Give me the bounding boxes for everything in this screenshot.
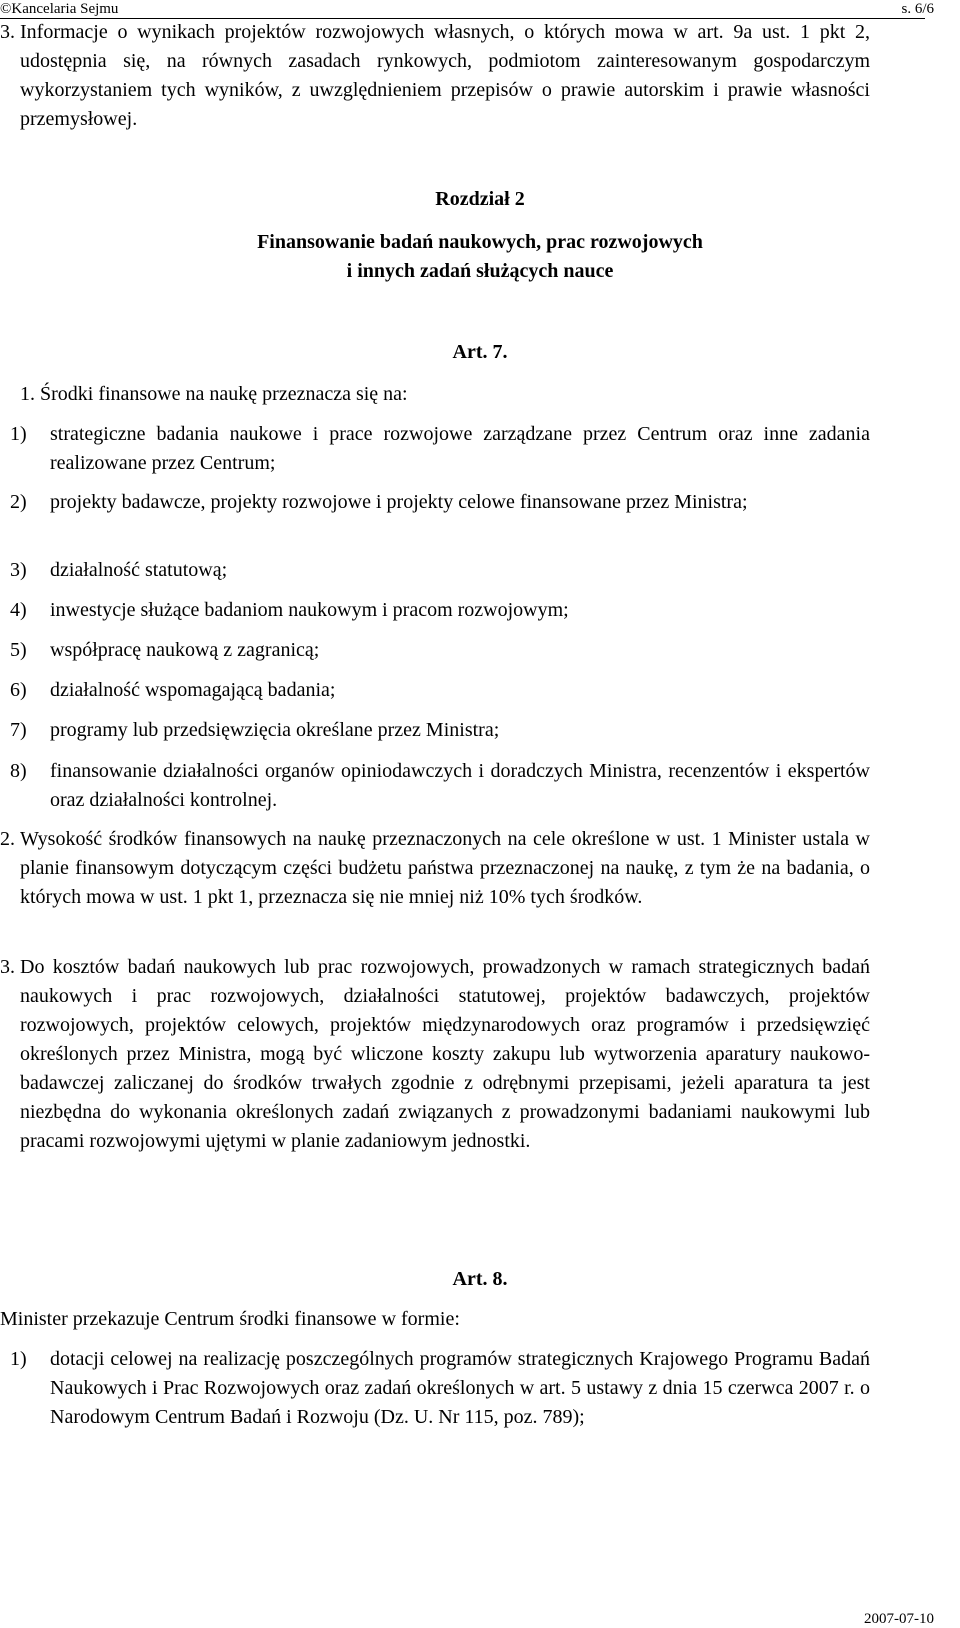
art7-item-1-text: strategiczne badania naukowe i prace rozwojowe zarządzane przez Centrum oraz inne zadania realizowane przez Centrum; — [50, 423, 870, 474]
art7-item-5-text: współpracę naukową z zagranicą; — [50, 639, 320, 661]
art8-item-1-text: dotacji celowej na realizację poszczególnych programów strategicznych Krajowego Programu Badań Naukowych i Prac Rozwojowych oraz zadań określonych w art. 5 ustawy z dnia 15 czerwca 2007 r. o Narodowym Centrum Badań i Rozwoju (Dz. U. Nr 115, poz. 789); — [50, 1348, 870, 1428]
art7-item-3 — [10, 556, 870, 585]
art7-item-7 — [10, 716, 870, 745]
intro-number: 3. — [0, 21, 15, 43]
art7-p2-text: Wysokość środków finansowych na naukę przeznaczonych na cele określone w ust. 1 Minister ustala w planie finansowym dotyczącym części budżetu państwa przeznaczonej na naukę, z tym że na badania, o których mowa w ust. 1 pkt 1, przeznacza się nie mniej niż 10% tych środków. — [20, 828, 870, 908]
chapter-subtitle-line2: i innych zadań służących nauce — [346, 260, 614, 282]
art8-item-1 — [10, 1345, 870, 1432]
art7-item-1 — [10, 420, 870, 478]
art7-item-2-text: projekty badawcze, projekty rozwojowe i projekty celowe finansowane przez Ministra; — [50, 491, 748, 513]
art7-p3 — [0, 953, 870, 1156]
art7-item-7-text: programy lub przedsięwzięcia określane przez Ministra; — [50, 719, 500, 741]
intro-text: Informacje o wynikach projektów rozwojowych własnych, o których mowa w art. 9a ust. 1 pkt 2, udostępnia się, na równych zasadach rynkowych, podmiotom zainteresowanym gospodarczym wykorzystaniem tych wyników, z uwzględnieniem przepisów o prawie autorskim i prawie własności przemysłowej. — [20, 21, 870, 130]
art8-title: Art. 8. — [452, 1268, 508, 1290]
art7-title: Art. 7. — [452, 341, 508, 363]
art8-item-1-num: 1) — [10, 1348, 27, 1370]
header-source: ©Kancelaria Sejmu — [0, 1, 119, 17]
art7-p1: 1. Środki finansowe na naukę przeznacza się na: — [20, 383, 408, 405]
art7-item-7-num: 7) — [10, 719, 27, 741]
art7-item-8 — [10, 757, 870, 815]
art7-item-8-num: 8) — [10, 760, 27, 782]
art7-item-6-num: 6) — [10, 679, 27, 701]
art7-item-3-num: 3) — [10, 559, 27, 581]
chapter-title: Rozdział 2 — [435, 188, 525, 210]
art7-item-6 — [10, 676, 870, 705]
art7-item-4-text: inwestycje służące badaniom naukowym i pracom rozwojowym; — [50, 599, 569, 621]
art7-item-5-num: 5) — [10, 639, 27, 661]
art7-item-4 — [10, 596, 870, 625]
art7-p2-num: 2. — [0, 828, 15, 850]
footer-date: 2007-07-10 — [864, 1611, 934, 1627]
art7-item-2-num: 2) — [10, 491, 27, 513]
art7-item-4-num: 4) — [10, 599, 27, 621]
art7-p2 — [0, 825, 870, 912]
art7-item-8-text: finansowanie działalności organów opiniodawczych i doradczych Ministra, recenzentów i ekspertów oraz działalności kontrolnej. — [50, 760, 870, 811]
header-page-number: s. 6/6 — [901, 1, 934, 17]
art7-item-2 — [10, 488, 870, 517]
art7-item-6-text: działalność wspomagającą badania; — [50, 679, 336, 701]
art7-item-5 — [10, 636, 870, 665]
intro-paragraph — [0, 18, 870, 134]
chapter-subtitle-line1: Finansowanie badań naukowych, prac rozwojowych — [257, 231, 703, 253]
art7-item-1-num: 1) — [10, 423, 27, 445]
art7-item-3-text: działalność statutową; — [50, 559, 228, 581]
art7-p3-text: Do kosztów badań naukowych lub prac rozwojowych, prowadzonych w ramach strategicznych badań naukowych i prac rozwojowych, działalności statutowej, projektów badawczych, projektów rozwojowych, projektów celowych, projektów międzynarodowych oraz programów i przedsięwzięć określonych przez Ministra, mogą być wliczone koszty zakupu lub wytworzenia aparatury naukowo-badawczej zaliczanej do środków trwałych zgodnie z odrębnymi przepisami, jeżeli aparatura ta jest niezbędna do wykonania określonych zadań związanych z prowadzonymi badaniami naukowymi lub pracami rozwojowymi ujętymi w planie zadaniowym jednostki. — [20, 956, 870, 1152]
art8-intro: Minister przekazuje Centrum środki finansowe w formie: — [0, 1308, 460, 1330]
art7-p3-num: 3. — [0, 956, 15, 978]
